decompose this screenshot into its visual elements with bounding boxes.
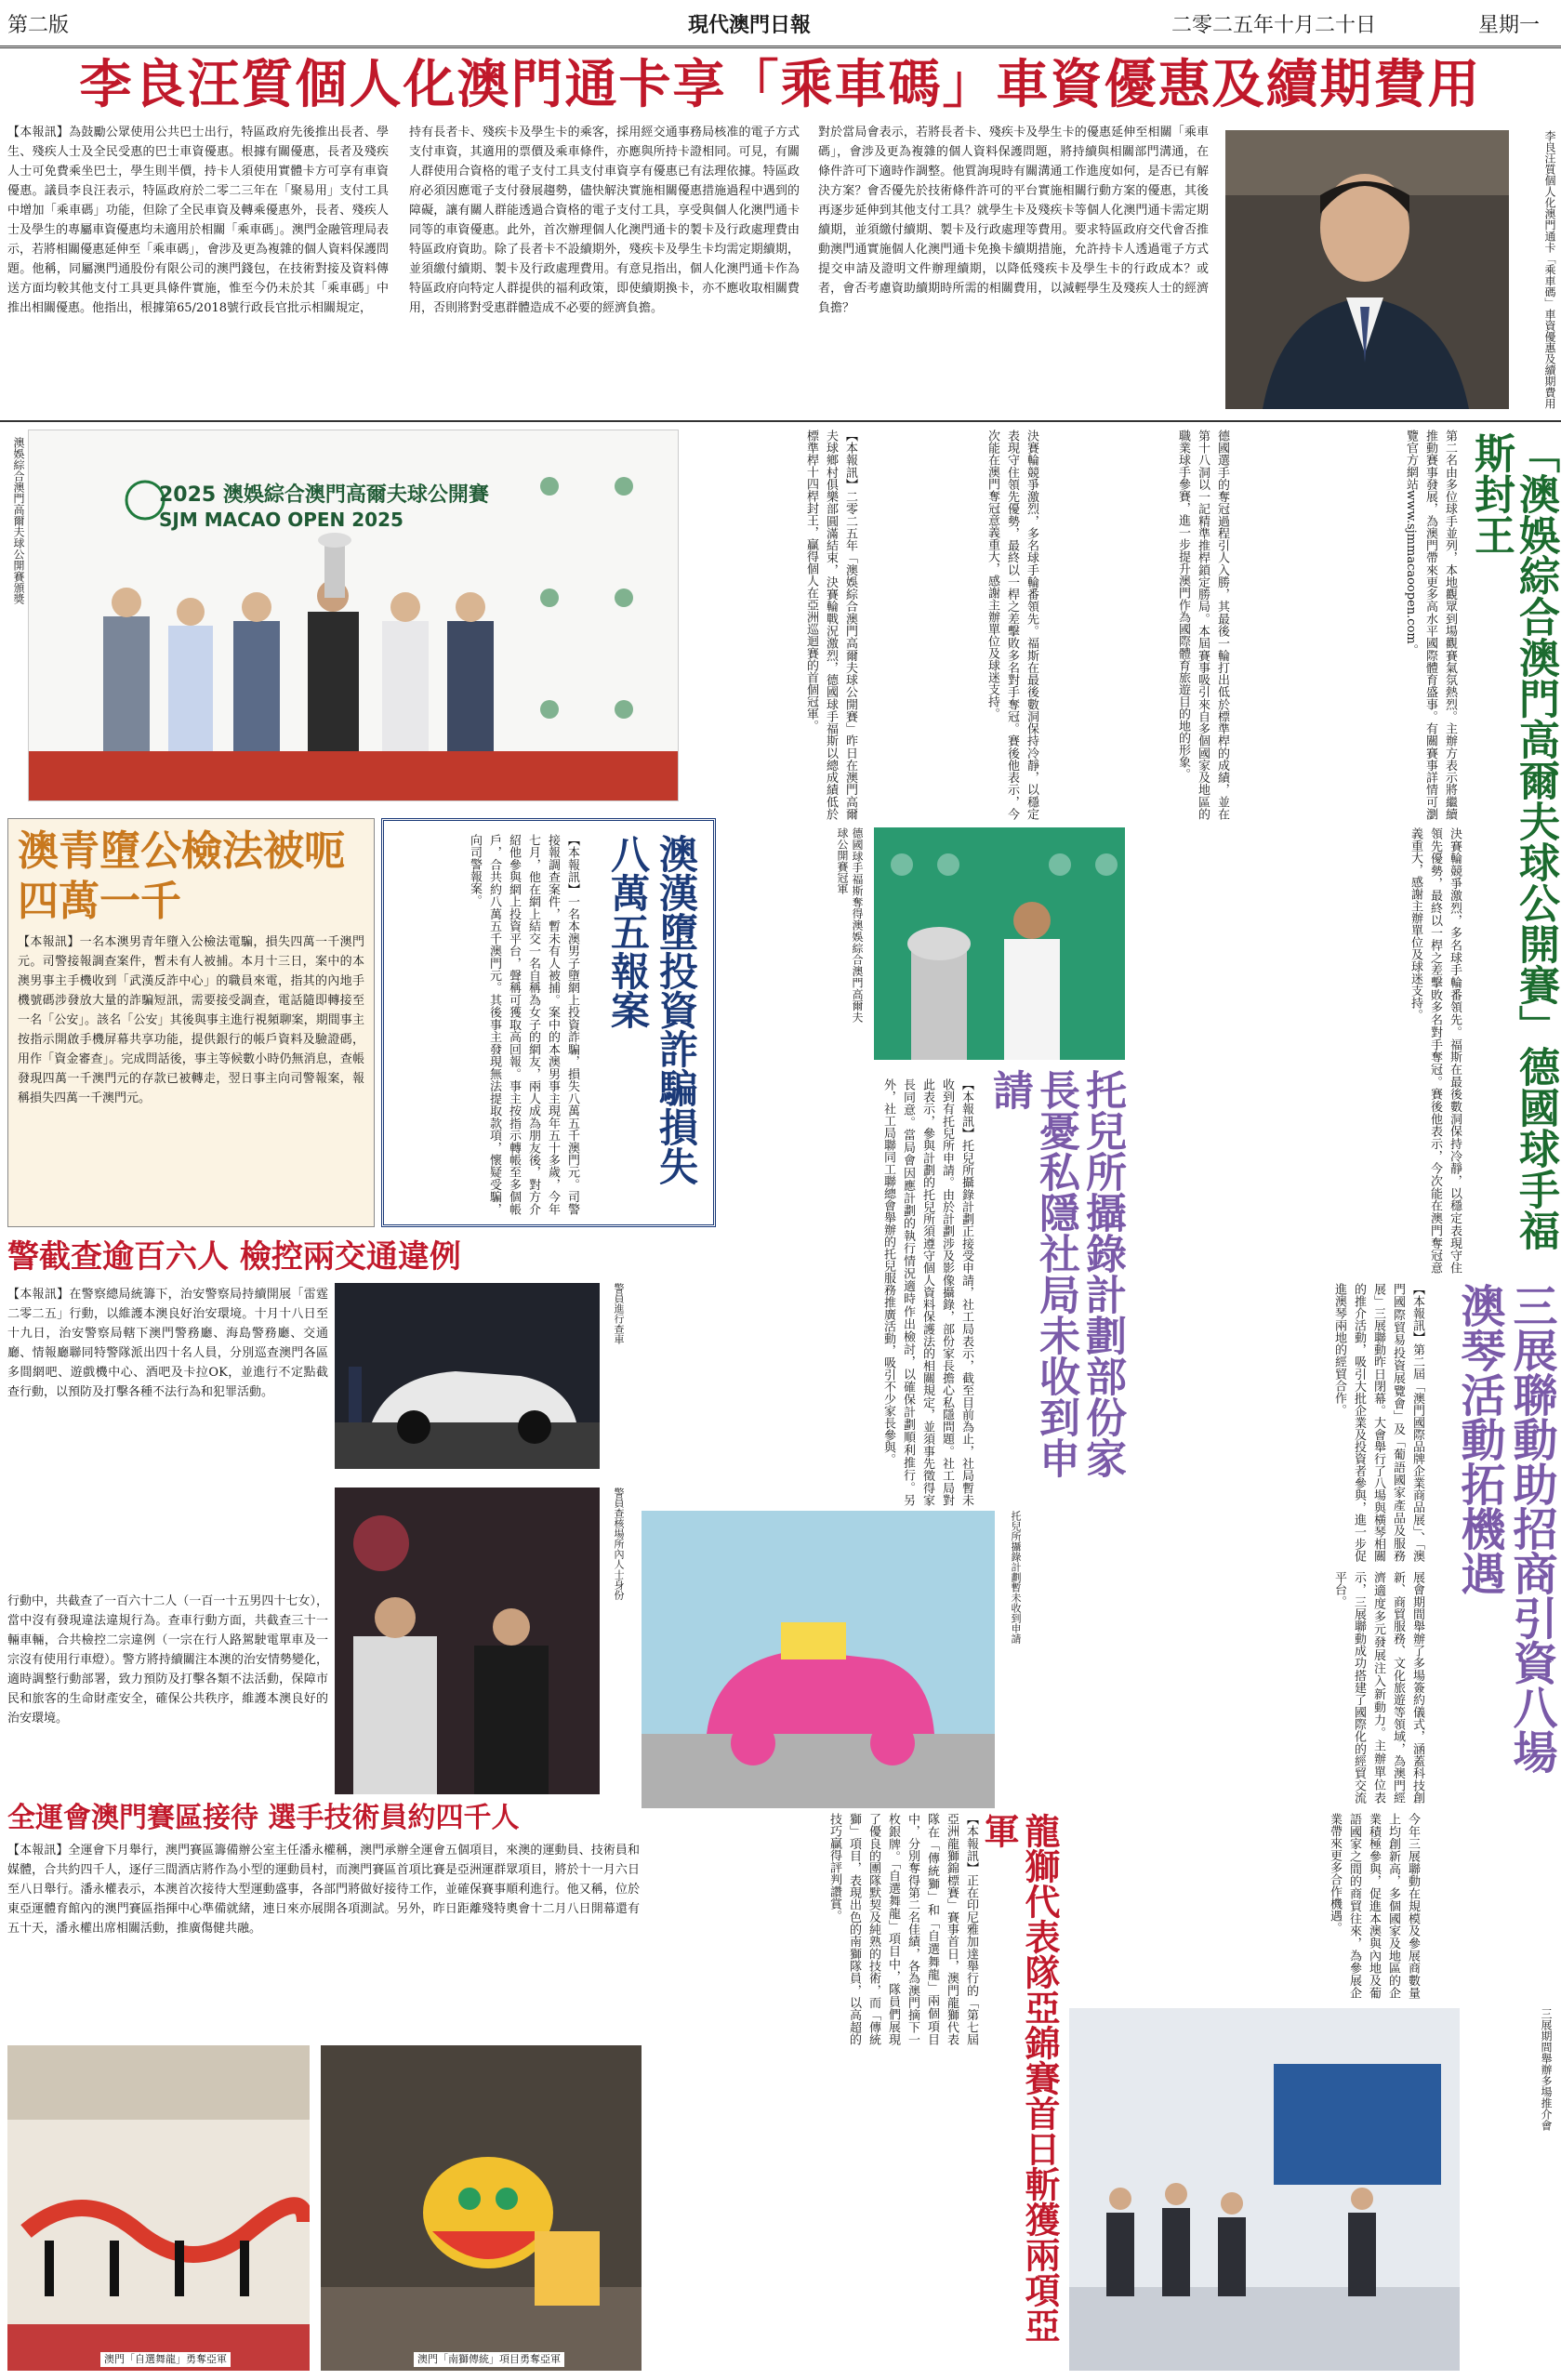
sports-headline: 全運會澳門賽區接待 選手技術員約四千人	[7, 1802, 520, 1834]
expo-body-3: 今年三展聯動在規模及參展商數量上均創新高，多個國家及地區的企業積極參與，促進本澳與內地及葡語國家之間的商貿往來，為參展企業帶來更多合作機遇。	[1328, 1813, 1420, 1999]
police-photo-2	[335, 1488, 600, 1794]
lion-photo-2-caption: 澳門「南獅傳統」項目勇奪亞軍	[414, 2352, 564, 2367]
lead-col2: 持有長者卡、殘疾卡及學生卡的乘客，採用經交通事務局核准的電子方式支付車資，其適用的票價及乘車條件，亦應與所持卡證相同。可見，有關人群使用合資格的電子支付工具支付車資享有優惠已有法理依據。特區政府必須因應電子支付發展趨勢，儘快解決實施相關優惠措施過程中遇到的障礙，讓有關人群能透過合資格的電子支付工具，享受與個人化澳門通卡同等的車資優惠。此外，首次辦理個人化澳門通卡的製卡及行政處理費由特區政府資助。除了長者卡不設續期外，殘疾卡及學生卡均需定期續期，並須繳付續期、製卡及行政處理費用。有意見指出，個人化澳門通卡作為特區政府向特定人群提供的福利政策，即使續期換卡，亦不應收取相關費用，否則將對受惠群體造成不必要的經濟負擔。	[409, 126, 800, 315]
police-photo-1-caption: 警員進行查車	[613, 1283, 625, 1344]
childcare-photo	[642, 1511, 995, 1808]
expo-headline: 三展聯動助招商引資八場澳琴活動拓機遇	[1453, 1283, 1557, 1774]
golf-banner-subtitle: SJM MACAO OPEN 2025	[159, 509, 403, 531]
police-photo-1	[335, 1283, 600, 1469]
expo-body-2: 展會期間舉辦了多場簽約儀式，涵蓋科技創新、商貿服務、文化旅遊等領域，為澳門經濟適度多元發展注入新動力。主辦單位表示，三展聯動成功搭建了國際化的經貿交流平台。	[1332, 1571, 1424, 1804]
fraud-left-body: 【本報訊】一名本澳男青年墮入公檢法電騙，損失四萬一千澳門元。司警接報調查案件，暫未有人被捕。本月十三日，案中的本澳男事主手機收到「武漢反詐中心」的職員來電，指其的內地手機號碼涉發放大量的詐騙短訊，需要接受調查，電話隨即轉接至一名「公安」。該名「公安」其後與事主進行視頻聊案，期間事主按指示開啟手機屏幕共享功能，提供銀行的帳戶資料及驗證碼，用作「資金審查」。完成問話後，事主等候數小時仍無消息，查帳發現四萬一千澳門元的存款已被轉走，翌日事主向司警報案，報稱損失四萬一千澳門元。	[18, 935, 364, 1105]
childcare-photo-caption: 托兒所攝錄計劃暫未收到申請	[1010, 1511, 1022, 1644]
weekday-label: 星期一	[1478, 14, 1541, 37]
expo-photo	[1069, 2008, 1460, 2371]
golf-body-2: 決賽輪競爭激烈，多名球手輪番領先。福斯在最後數洞保持冷靜，以穩定表現守住領先優勢，最終以一桿之差擊敗多名對手奪冠。賽後他表示，今次能在澳門奪冠意義重大，感謝主辦單位及球迷支持。	[986, 430, 1038, 820]
golf-photo2-caption: 德國球手福斯奪得澳娛綜合澳門高爾夫球公開賽冠軍	[836, 827, 864, 1023]
lead-col3: 對於當局會表示，若將長者卡、殘疾卡及學生卡的優惠延伸至相關「乘車碼」，會涉及更為複雜的個人資料保護問題，將持續與相關部門溝通，在條件許可下適時作調整。他質詢現時有關溝通工作進度如何，是否已有解決方案？會否優先於技術條件許可的平台實施相關行動方案的優惠，其後再逐步延伸到其他支付工具？就學生卡及殘疾卡等個人化澳門通卡需定期續期，並須繳付續期、製卡及行政處理等費用。要求特區政府交代會否推動澳門通實施個人化澳門通卡免換卡續期措施，允許持卡人透過電子方式提交申請及證明文件辦理續期，以降低殘疾卡及學生卡的行政成本？或者，會否考慮資助續期時所需的相關費用，以減輕學生及殘疾人士的經濟負擔？	[818, 126, 1209, 315]
police-body-1: 【本報訊】在警察總局統籌下，治安警察局持續開展「雷霆二零二五」行動，以維護本澳良好治安環境。十月十八日至十九日，治安警察局轄下澳門警務廳、海島警務廳、交通廳、情報廳聯同特警隊派出四十名人員，分別巡查澳門各區多間網吧、遊戲機中心、酒吧及卡拉OK，並進行不定點截查行動，以預防及打擊各種不法行為和犯罪活動。	[7, 1288, 328, 1399]
childcare-body: 【本報訊】托兒所攝錄計劃正接受申請，社工局表示，截至目前為止，社局暫未收到有托兒所申請。由於計劃涉及影像攝錄，部份家長擔心私隱問題。社工局對此表示，參與計劃的托兒所須遵守個人資料保護法的相關規定，並須事先徵得家長同意。當局會因應計劃的執行情況適時作出檢討，以確保計劃順利推行。另外，社工局聯同工聯總會舉辦的托兒服務推廣活動，吸引不少家長參與。	[881, 1078, 973, 1506]
childcare-car-illustration	[642, 1511, 995, 1808]
golf-body-1: 【本報訊】二零二五年「澳娛綜合澳門高爾夫球公開賽」昨日在澳門高爾夫球鄉村俱樂部圓滿結束，決賽輪戰況激烈，德國球手福斯以總成績低於標準桿十四桿封王，贏得個人在亞洲巡迴賽的首個冠軍。	[804, 430, 857, 820]
police-check-illustration	[335, 1488, 600, 1794]
police-car-illustration	[335, 1283, 600, 1469]
expo-photo-caption: 三展期間舉辦多場推介會	[1540, 2008, 1553, 2131]
lead-headline: 李良汪質個人化澳門通卡享「乘車碼」車資優惠及續期費用	[79, 54, 1482, 115]
divider	[0, 420, 1561, 422]
dragon-dance-illustration	[7, 2045, 310, 2371]
expo-body-1: 【本報訊】第二屆「澳門國際品牌企業商品展」、「澳門國際貿易投資展覽會」及「葡語國家產品及服務展」三展聯動昨日閉幕。大會舉行了八場與橫琴相關的推介活動，吸引大批企業及投資者參與，進一步促進澳琴兩地的經貿合作。	[1332, 1283, 1424, 1562]
edition-label: 第二版	[7, 14, 70, 37]
golf-body-3: 德國選手的奪冠過程引人入勝，其最後一輪打出低於標準桿的成績，並在第十八洞以一記精準推桿鎖定勝局。本屆賽事吸引來自多個國家及地區的職業球手參賽，進一步提升澳門作為國際體育旅遊目的地的形象。	[1176, 430, 1229, 820]
golf-award-photo	[28, 430, 679, 801]
lead-photo-caption: 李良汪質個人化澳門通卡「乘車碼」車資優惠及續期費用	[1543, 130, 1556, 409]
golf-photo-caption: 澳娛綜合澳門高爾夫球公開賽頒獎	[12, 437, 25, 604]
golf-winner-photo	[874, 827, 1125, 1060]
police-photo-2-caption: 警員查核場所內人士身份	[613, 1488, 625, 1600]
lion-dance-illustration	[321, 2045, 642, 2371]
lion-photo-1	[7, 2045, 310, 2371]
lion-headline: 龍獅代表隊亞錦賽首日斬獲兩項亞軍	[978, 1813, 1061, 2343]
masthead	[0, 0, 1561, 48]
portrait-illustration	[1225, 130, 1509, 409]
fraud-left-box	[7, 818, 375, 1227]
lion-photo-2	[321, 2045, 642, 2371]
police-headline: 警截查逾百六人 檢控兩交通違例	[7, 1238, 461, 1276]
lion-body: 【本報訊】正在印尼雅加達舉行的「第七屆亞洲龍獅錦標賽」賽事首日，澳門龍獅代表隊在「傳統獅」和「自選舞龍」兩個項目中，分別奪得第二名佳績，各為澳門摘下一枚銀牌。「自選舞龍」項目中，隊員們展現了優良的團隊默契及純熟的技術，而「傳統獅」項目，表現出色的南獅隊員，以高超的技巧贏得評判讚賞。	[827, 1813, 978, 2045]
golf-headline: 「澳娛綜合澳門高爾夫球公開賽」德國球手福斯封王	[1467, 432, 1559, 1250]
lead-photo	[1225, 130, 1509, 409]
fraud-right-headline: 澳漢墮投資詐騙損失八萬五報案	[605, 834, 699, 1185]
golf-body-continued: 決賽輪競爭激烈，多名球手輪番領先。福斯在最後數洞保持冷靜，以穩定表現守住領先優勢，最終以一桿之差擊敗多名對手奪冠。賽後他表示，今次能在澳門奪冠意義重大，感謝主辦單位及球迷支持。	[1409, 827, 1462, 1274]
expo-meeting-illustration	[1069, 2008, 1460, 2371]
childcare-headline: 托兒所攝錄計劃部份家長憂私隱社局未收到申請	[986, 1069, 1126, 1478]
date-label: 二零二五年十月二十日	[1171, 14, 1377, 37]
golf-banner-title: 2025 澳娛綜合澳門高爾夫球公開賽	[159, 483, 489, 507]
sports-body: 【本報訊】全運會下月舉行，澳門賽區籌備辦公室主任潘永權稱，澳門承辦全運會五個項目，來澳的運動員、技術員和媒體，合共約四千人，逐仔三間酒店將作為小型的運動員村，而澳門賽區首項比賽是亞洲運群眾項目，將於十一月六日至八日舉行。潘永權表示，本澳首次接待大型運動盛事，各部門將做好接待工作，並確保賽事順利進行。他又稱，位於東亞運體育館內的澳門賽區指揮中心準備就緒，連日來亦展開各項測試。另外，昨日距離殘特奧會十二月八日開幕還有五十天，潘永權出席相關活動，推廣傷健共融。	[7, 1844, 640, 1936]
fraud-right-body: 【本報訊】一名本澳男子墮網上投資詐騙，損失八萬五千澳門元。司警接報調查案件，暫未有人被捕。案中的本澳男事主現年五十多歲，今年七月，他在網上結交一名自稱為女子的網友，兩人成為朋友後，對方介紹他參與網上投資平台，聲稱可獲取高回報。事主按指示轉帳至多個帳戶，合共約八萬五千澳門元。其後事主發現無法提取款項，懷疑受騙，向司警報案。	[468, 834, 579, 1215]
golf-winner-illustration	[874, 827, 1125, 1060]
police-body-2: 行動中，共截查了一百六十二人（一百一十五男四十七女），當中沒有發現違法違規行為。查車行動方面，共截查三十一輛車輛，合共檢控二宗違例（一宗在行人路駕駛電單車及一宗沒有使用行車燈）。警方將持續關注本澳的治安情勢變化，適時調整行動部署，致力預防及打擊各類不法活動，保障市民和旅客的生命財產安全，確保公共秩序，維護本澳良好的治安環境。	[7, 1594, 328, 1726]
lion-photo-1-caption: 澳門「自選舞龍」勇奪亞軍	[100, 2352, 231, 2367]
fraud-left-headline: 澳青墮公檢法被呃四萬一千	[18, 827, 345, 925]
paper-name: 現代澳門日報	[688, 13, 812, 37]
lead-col1: 【本報訊】為鼓勵公眾使用公共巴士出行，特區政府先後推出長者、學生、殘疾人士及全民受惠的巴士車資優惠。根據有關優惠，長者及殘疾人士可免費乘坐巴士，學生則半價，持卡人須使用實體卡方可享有車資優惠。議員李良汪表示，特區政府於二零二三年在「聚易用」支付工具中增加「乘車碼」功能，但除了全民車資及轉乘優惠外，長者、殘疾人士及學生的專屬車資優惠均未適用於相關「乘車碼」。澳門金融管理局表示，若將相關優惠延伸至「乘車碼」，會涉及更為複雜的個人資料保護問題。他稱，同屬澳門通股份有限公司的澳門錢包，在技術對接及資料傳送方面均較其他支付工具更具條件實施，惟至今仍未於其「乘車碼」中推出相關優惠。他指出，根據第65/2018號行政長官批示相關規定，	[7, 126, 389, 315]
golf-body-4: 第二名由多位球手並列，本地觀眾到場觀賽氣氛熱烈。主辦方表示將繼續推動賽事發展，為澳門帶來更多高水平國際體育盛事。有關賽事詳情可瀏覽官方網站www.sjmmacaoopen.com。	[1404, 430, 1457, 820]
